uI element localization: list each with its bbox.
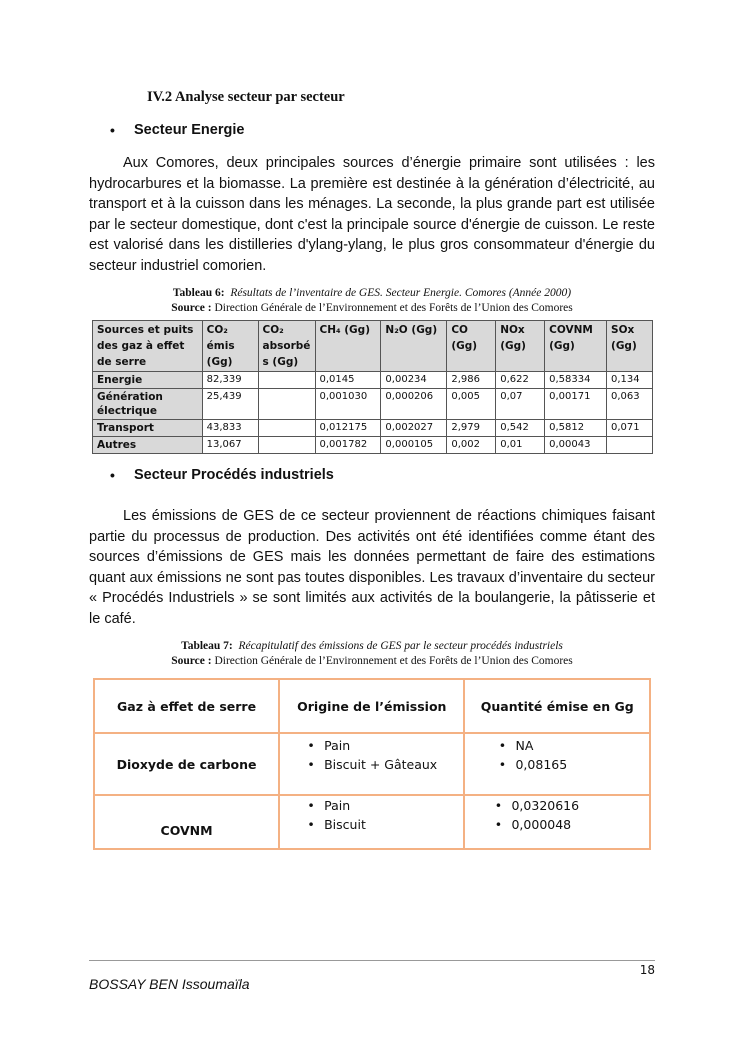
quantity-text: 0,0320616 <box>511 798 580 813</box>
list-item <box>485 815 649 834</box>
table6-row-label: Transport <box>93 420 203 437</box>
table6-cell: 0,001782 <box>315 437 381 454</box>
table6-row-label: Génération électrique <box>93 389 203 420</box>
table6-source-label: Source : <box>171 302 212 314</box>
table7-quantities <box>464 795 650 849</box>
table6-header-cell: NOx (Gg) <box>496 321 545 372</box>
table6-cell: 0,07 <box>496 389 545 420</box>
list-item <box>298 755 463 774</box>
table6-cell: 0,0145 <box>315 372 381 389</box>
table7-header-cell: Origine de l’émission <box>279 679 464 733</box>
table7-caption-text: Récapitulatif des émissions de GES par le secteur procédés industriels <box>238 640 563 652</box>
table7-caption <box>89 639 655 669</box>
table6-cell <box>258 437 315 454</box>
list-item <box>298 736 463 755</box>
table-row <box>94 733 650 795</box>
bullet-icon: • <box>498 738 507 753</box>
table-row <box>93 437 653 454</box>
table6-caption <box>89 286 655 316</box>
table7-source-label: Source : <box>171 655 212 667</box>
table6-cell: 0,5812 <box>545 420 607 437</box>
list-item <box>489 755 649 774</box>
table-row <box>93 420 653 437</box>
table-row <box>94 795 650 849</box>
industry-heading-text: Secteur Procédés industriels <box>134 467 334 483</box>
table6-header-cell: CO₂ absorbé s (Gg) <box>258 321 315 372</box>
table7-source-text: Direction Générale de l’Environnement et des Forêts de l’Union des Comores <box>214 655 573 667</box>
table6 <box>92 320 653 454</box>
table6-cell: 0,00043 <box>545 437 607 454</box>
table7-origins <box>279 733 464 795</box>
energy-paragraph: Aux Comores, deux principales sources d’énergie primaire sont utilisées : les hydrocarbures et la biomasse. La première est destinée à la génération d’électricité, au transport et à la cuisson dans les ménages. La seconde, la plus grande part est utilisée par le secteur domestique, dont c'est la principale source d'énergie de cuisson. Le reste est valorisé dans les distilleries d'ylang-ylang, le plus gros consommateur d'énergie du secteur industriel comorien. <box>89 155 655 274</box>
bullet-icon: • <box>498 757 507 772</box>
table6-cell: 82,339 <box>202 372 258 389</box>
table6-header-cell: CO (Gg) <box>447 321 496 372</box>
table6-cell: 25,439 <box>202 389 258 420</box>
bullet-icon: • <box>307 738 315 753</box>
table6-cell: 0,000206 <box>381 389 447 420</box>
origin-text: Pain <box>324 738 351 753</box>
list-item <box>298 796 463 815</box>
table7-header-row <box>94 679 650 733</box>
table7-quantities <box>464 733 650 795</box>
page-number: 18 <box>639 963 655 977</box>
table6-cell: 0,002027 <box>381 420 447 437</box>
table6-header-cell: Sources et puits des gaz à effet de serre <box>93 321 203 372</box>
origin-text: Pain <box>324 798 351 813</box>
quantity-text: NA <box>515 738 534 753</box>
table6-cell: 0,000105 <box>381 437 447 454</box>
bullet-icon: • <box>494 798 503 813</box>
table6-cell <box>607 437 653 454</box>
table6-cell: 13,067 <box>202 437 258 454</box>
table6-cell: 0,542 <box>496 420 545 437</box>
table6-cell: 2,979 <box>447 420 496 437</box>
table6-header-cell: N₂O (Gg) <box>381 321 447 372</box>
table6-cell: 0,002 <box>447 437 496 454</box>
list-item <box>298 815 463 834</box>
table6-cell: 0,012175 <box>315 420 381 437</box>
table6-cell: 0,00171 <box>545 389 607 420</box>
bullet-icon: • <box>110 467 115 483</box>
table7-caption-label: Tableau 7: <box>181 640 233 652</box>
table6-cell: 43,833 <box>202 420 258 437</box>
origin-text: Biscuit + Gâteaux <box>324 757 438 772</box>
footer-divider <box>89 960 655 961</box>
table6-cell <box>258 420 315 437</box>
bullet-icon: • <box>307 817 315 832</box>
table7-header-cell: Quantité émise en Gg <box>464 679 650 733</box>
industry-paragraph: Les émissions de GES de ce secteur proviennent de réactions chimiques faisant partie du processus de production. Des activités ont été identifiées comme étant des sources d’émissions de GES mais les données permettant de faire des estimations quant aux émissions ne sont pas toutes disponibles. Les travaux d’inventaire du secteur « Procédés Industriels » se sont limités aux activités de la boulangerie, la pâtisserie et le café. <box>89 508 655 627</box>
table7 <box>93 678 651 850</box>
table6-row-label: Autres <box>93 437 203 454</box>
table6-header-row <box>93 321 653 372</box>
table6-header-cell: COVNM (Gg) <box>545 321 607 372</box>
energy-heading-text: Secteur Energie <box>134 122 245 138</box>
section-heading: IV.2 Analyse secteur par secteur <box>147 89 345 105</box>
table6-caption-label: Tableau 6: <box>172 287 225 299</box>
table6-header-cell: CH₄ (Gg) <box>315 321 381 372</box>
origin-text: Biscuit <box>324 817 366 832</box>
table6-header-cell: SOx (Gg) <box>607 321 653 372</box>
energy-heading <box>110 122 244 138</box>
table6-cell: 2,986 <box>447 372 496 389</box>
table6-cell: 0,622 <box>496 372 545 389</box>
table6-header-cell: CO₂ émis (Gg) <box>202 321 258 372</box>
quantity-text: 0,08165 <box>515 757 568 772</box>
table6-cell: 0,01 <box>496 437 545 454</box>
table6-cell: 0,134 <box>607 372 653 389</box>
list-item <box>485 796 649 815</box>
table6-cell <box>258 389 315 420</box>
table6-cell: 0,58334 <box>545 372 607 389</box>
table-row <box>93 389 653 420</box>
table6-source-text: Direction Générale de l’Environnement et des Forêts de l’Union des Comores <box>214 302 573 314</box>
table7-header-cell: Gaz à effet de serre <box>94 679 279 733</box>
quantity-text: 0,000048 <box>511 817 572 832</box>
table7-gas: COVNM <box>94 795 279 849</box>
table7-gas: Dioxyde de carbone <box>94 733 279 795</box>
table6-caption-text: Résultats de l’inventaire de GES. Secteur Energie. Comores (Année 2000) <box>230 287 572 299</box>
bullet-icon: • <box>110 122 115 138</box>
bullet-icon: • <box>307 757 315 772</box>
bullet-icon: • <box>494 817 503 832</box>
table-row <box>93 372 653 389</box>
table6-cell: 0,063 <box>607 389 653 420</box>
industry-heading <box>110 467 334 483</box>
table6-cell: 0,071 <box>607 420 653 437</box>
list-item <box>489 736 649 755</box>
footer-author: BOSSAY BEN Issoumaïla <box>89 976 250 992</box>
table6-row-label: Energie <box>93 372 203 389</box>
table6-cell: 0,005 <box>447 389 496 420</box>
table6-cell: 0,001030 <box>315 389 381 420</box>
table7-origins <box>279 795 464 849</box>
table6-cell: 0,00234 <box>381 372 447 389</box>
bullet-icon: • <box>307 798 315 813</box>
table6-cell <box>258 372 315 389</box>
